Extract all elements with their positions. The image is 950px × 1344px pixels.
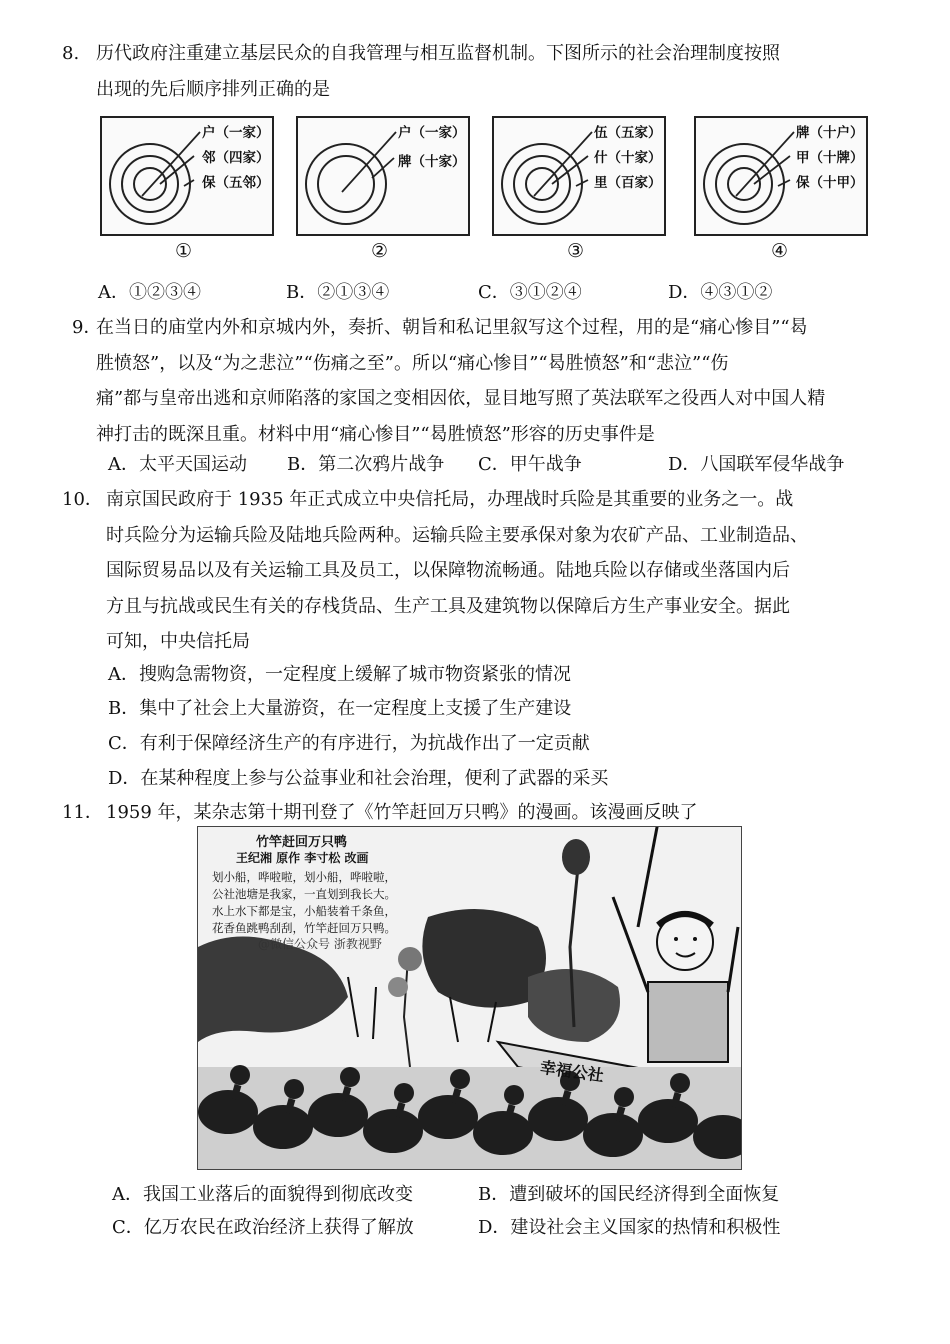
diagram-label: 户（一家） (398, 125, 466, 141)
governance-diagram-3 (492, 116, 666, 236)
governance-diagram-2 (296, 116, 470, 236)
diagram-label: 保（十甲） (796, 175, 864, 191)
cartoon-poem-line: 花香鱼跳鸭刮刮，竹竿赶回万只鸭。 (212, 921, 396, 935)
option-d[interactable]: D．在某种程度上参与公益事业和社会治理，便利了武器的采买 (108, 768, 609, 789)
cartoon-poem-line: 公社池塘是我家，一直划到我长大。 (212, 887, 396, 901)
question-stem-line: 在当日的庙堂内外和京城内外，奏折、朝旨和私记里叙写这个过程，用的是“痛心惨目”“曷 (96, 317, 808, 338)
question-9 (72, 310, 872, 452)
question-stem-line: 可知，中央信托局 (106, 631, 250, 652)
diagram-marker: ③ (567, 240, 585, 262)
watermark: @微信公众号 浙教视野 (258, 937, 382, 951)
question-stem-line: 历代政府注重建立基层民众的自我管理与相互监督机制。下图所示的社会治理制度按照 (96, 43, 780, 64)
cartoon-image (197, 826, 742, 1170)
diagram-label: 什（十家） (594, 150, 662, 166)
option-d[interactable]: D．④③①② (668, 282, 773, 303)
question-number: 10． (62, 489, 103, 510)
diagram-label: 牌（十家） (398, 154, 466, 170)
question-stem-line: 胜愤怒”，以及“为之悲泣”“伤痛之至”。所以“痛心惨目”“曷胜愤怒”和“悲泣”“伤 (96, 352, 729, 374)
option-b[interactable]: B．集中了社会上大量游资，在一定程度上支援了生产建设 (108, 698, 572, 719)
question-stem-line: 1959 年，某杂志第十期刊登了《竹竿赶回万只鸭》的漫画。该漫画反映了 (106, 802, 698, 823)
diagram-label: 牌（十户） (796, 125, 864, 141)
question-number: 9． (72, 317, 102, 338)
cartoon-poem-line: 水上水下都是宝，小船装着千条鱼， (212, 904, 396, 918)
option-a[interactable]: A．搜购急需物资，一定程度上缓解了城市物资紧张的情况 (108, 664, 571, 685)
option-a[interactable]: A．我国工业落后的面貌得到彻底改变 (112, 1184, 413, 1205)
option-d[interactable]: D．八国联军侵华战争 (668, 454, 845, 475)
option-b[interactable]: B．第二次鸦片战争 (287, 454, 445, 475)
option-c[interactable]: C．亿万农民在政治经济上获得了解放 (112, 1217, 414, 1238)
diagram-marker: ④ (771, 240, 789, 262)
cartoon-title: 竹竿赶回万只鸭 (256, 835, 348, 850)
question-stem-line: 南京国民政府于 1935 年正式成立中央信托局，办理战时兵险是其重要的业务之一。战 (106, 489, 794, 510)
option-a[interactable]: A．太平天国运动 (108, 454, 247, 475)
question-stem-line: 方且与抗战或民生有关的存栈货品、生产工具及建筑物以保障后方生产事业安全。据此 (106, 595, 790, 617)
diagram-label: 伍（五家） (594, 125, 662, 141)
diagram-label: 保（五邻） (202, 175, 270, 191)
diagram-label: 甲（十牌） (796, 150, 864, 166)
option-b[interactable]: B．②①③④ (286, 282, 390, 303)
question-stem-line: 时兵险分为运输兵险及陆地兵险两种。运输兵险主要承保对象为农矿产品、工业制造品、 (106, 524, 808, 546)
option-c[interactable]: C．③①②④ (478, 282, 582, 303)
question-number: 11． (62, 802, 103, 823)
governance-diagram-4 (694, 116, 868, 236)
option-c[interactable]: C．甲午战争 (478, 454, 582, 475)
option-b[interactable]: B．遭到破坏的国民经济得到全面恢复 (478, 1184, 780, 1205)
diagram-label: 里（百家） (594, 175, 662, 191)
diagram-marker: ① (175, 240, 193, 262)
option-a[interactable]: A．①②③④ (98, 282, 201, 303)
cartoon-authors: 王纪湘 原作 李寸松 改画 (236, 851, 369, 865)
diagram-label: 户（一家） (202, 125, 270, 141)
option-c[interactable]: C．有利于保障经济生产的有序进行，为抗战作出了一定贡献 (108, 733, 590, 754)
question-stem-line: 神打击的既深且重。材料中用“痛心惨目”“曷胜愤怒”形容的历史事件是 (96, 423, 655, 445)
diagram-marker: ② (371, 240, 389, 262)
question-10 (62, 482, 872, 660)
cartoon-poem-line: 划小船，哗啦啦，划小船，哗啦啦， (212, 870, 396, 884)
question-8 (62, 36, 872, 107)
question-number: 8. (62, 43, 80, 64)
boat-sign: 幸福公社 (538, 1057, 605, 1086)
question-stem-line: 国际贸易品以及有关运输工具及员工，以保障物流畅通。陆地兵险以存储或坐落国内后 (106, 560, 790, 581)
question-stem-line: 出现的先后顺序排列正确的是 (96, 78, 330, 100)
option-d[interactable]: D．建设社会主义国家的热情和积极性 (478, 1217, 781, 1238)
diagram-label: 邻（四家） (202, 150, 270, 166)
governance-diagram-1 (100, 116, 274, 236)
question-stem-line: 痛”都与皇帝出逃和京师陷落的家国之变相因依，显目地写照了英法联军之役西人对中国人精 (96, 388, 826, 409)
